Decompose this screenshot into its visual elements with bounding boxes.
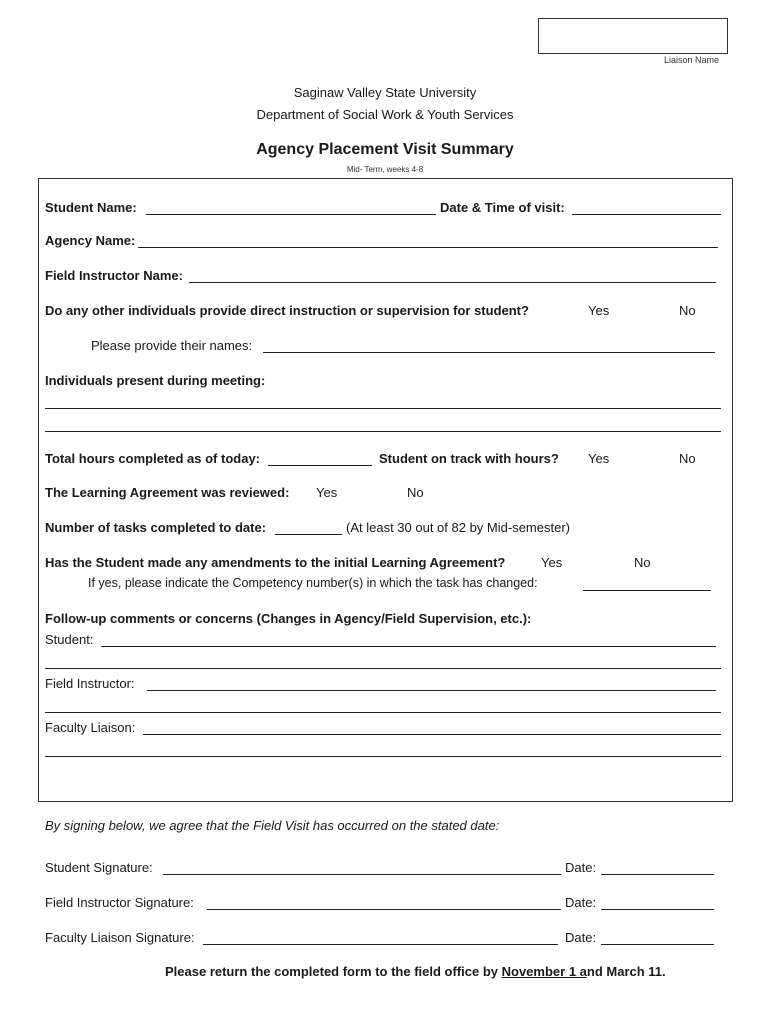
faculty-liaison-signature-field[interactable]: [203, 944, 558, 945]
on-track-question: Student on track with hours?: [379, 451, 559, 466]
on-track-yes[interactable]: Yes: [588, 451, 610, 466]
provide-names-label: Please provide their names:: [91, 338, 253, 353]
individuals-present-line-1[interactable]: [45, 408, 721, 409]
student-name-field[interactable]: [146, 214, 436, 215]
followup-label: Follow-up comments or concerns (Changes in Agency/Field Supervision, etc.):: [45, 611, 532, 626]
followup-faculty-liaison-field[interactable]: [143, 734, 721, 735]
date-time-field[interactable]: [572, 214, 721, 215]
tasks-completed-label: Number of tasks completed to date:: [45, 520, 267, 535]
other-individuals-yes[interactable]: Yes: [588, 303, 610, 318]
department-name: Department of Social Work & Youth Services: [256, 107, 514, 122]
signing-statement: By signing below, we agree that the Field Visit has occurred on the stated date:: [45, 818, 500, 833]
followup-student-line-2[interactable]: [45, 668, 721, 669]
followup-field-instructor-field[interactable]: [147, 690, 716, 691]
student-signature-label: Student Signature:: [45, 860, 153, 875]
learning-agreement-no[interactable]: No: [407, 485, 424, 500]
other-individuals-question: Do any other individuals provide direct instruction or supervision for student?: [45, 303, 529, 318]
competency-field[interactable]: [583, 590, 711, 591]
amendments-no[interactable]: No: [634, 555, 651, 570]
university-name: Saginaw Valley State University: [293, 85, 477, 100]
agency-name-label: Agency Name:: [45, 233, 136, 248]
followup-student-field[interactable]: [101, 646, 716, 647]
learning-agreement-label: The Learning Agreement was reviewed:: [45, 485, 290, 500]
date-time-label: Date & Time of visit:: [440, 200, 565, 215]
student-name-label: Student Name:: [45, 200, 137, 215]
return-date-november: November 1 a: [501, 964, 587, 979]
return-suffix: nd March 11.: [586, 964, 666, 979]
return-instructions: [165, 964, 666, 979]
agency-name-field[interactable]: [138, 247, 718, 248]
followup-field-instructor-label: Field Instructor:: [45, 676, 135, 691]
individuals-present-line-2[interactable]: [45, 431, 721, 432]
field-instructor-signature-field[interactable]: [207, 909, 561, 910]
on-track-no[interactable]: No: [679, 451, 696, 466]
faculty-liaison-date-field[interactable]: [601, 944, 714, 945]
faculty-liaison-signature-label: Faculty Liaison Signature:: [45, 930, 195, 945]
total-hours-label: Total hours completed as of today:: [45, 451, 261, 466]
student-signature-field[interactable]: [163, 874, 561, 875]
tasks-note: (At least 30 out of 82 by Mid-semester): [346, 520, 570, 535]
followup-faculty-liaison-line-2[interactable]: [45, 756, 721, 757]
individuals-present-label: Individuals present during meeting:: [45, 373, 266, 388]
faculty-liaison-date-label: Date:: [565, 930, 597, 945]
return-prefix: Please return the completed form to the field office by: [165, 964, 502, 979]
tasks-completed-field[interactable]: [275, 534, 342, 535]
followup-field-instructor-line-2[interactable]: [45, 712, 721, 713]
form-subtitle: Mid- Term, weeks 4-8: [346, 165, 424, 174]
field-instructor-name-field[interactable]: [189, 282, 716, 283]
field-instructor-date-label: Date:: [565, 895, 597, 910]
field-instructor-date-field[interactable]: [601, 909, 714, 910]
competency-label: If yes, please indicate the Competency number(s) in which the task has changed:: [88, 576, 538, 590]
total-hours-field[interactable]: [268, 465, 372, 466]
learning-agreement-yes[interactable]: Yes: [316, 485, 338, 500]
student-date-field[interactable]: [601, 874, 714, 875]
student-date-label: Date:: [565, 860, 597, 875]
field-instructor-name-label: Field Instructor Name:: [45, 268, 183, 283]
provide-names-field[interactable]: [263, 352, 715, 353]
other-individuals-no[interactable]: No: [679, 303, 696, 318]
form-title: Agency Placement Visit Summary: [256, 141, 514, 158]
field-instructor-signature-label: Field Instructor Signature:: [45, 895, 194, 910]
amendments-yes[interactable]: Yes: [541, 555, 563, 570]
liaison-name-box[interactable]: [538, 18, 728, 54]
followup-student-label: Student:: [45, 632, 94, 647]
followup-faculty-liaison-label: Faculty Liaison:: [45, 720, 136, 735]
liaison-name-label: Liaison Name: [664, 55, 720, 65]
amendments-question: Has the Student made any amendments to the initial Learning Agreement?: [45, 555, 506, 570]
